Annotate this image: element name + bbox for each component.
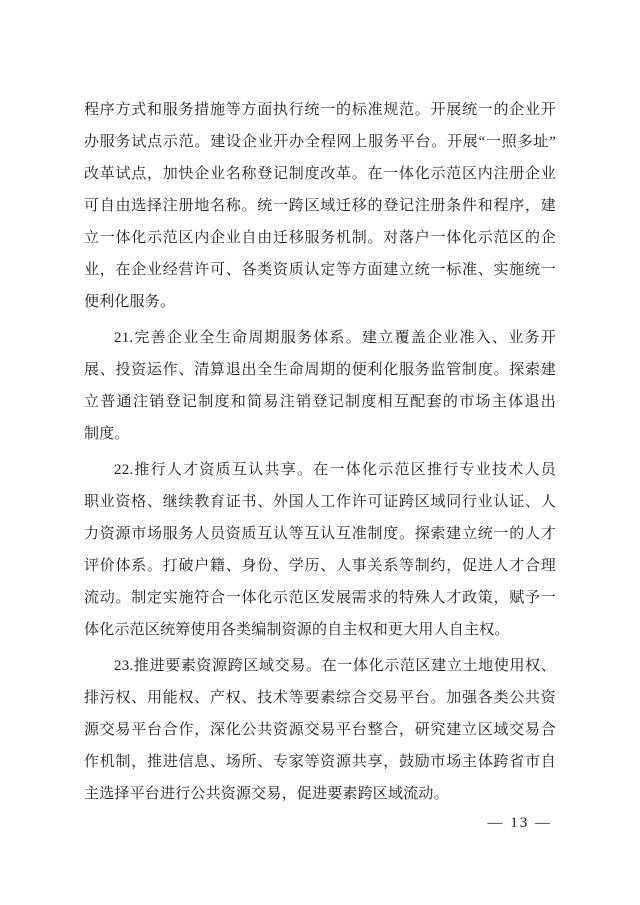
text-line: 源交易平台合作，深化公共资源交易平台整合，研究建立区域交易合 (84, 722, 556, 738)
text-line: 制度。 (84, 426, 130, 442)
paragraph-23 (84, 650, 556, 810)
text-line: 评价体系。打破户籍、身份、学历、人事关系等制约，促进人才合理 (84, 558, 556, 574)
text-line: 改革试点，加快企业名称登记制度改革。在一体化示范区内注册企业 (84, 166, 556, 182)
text-line: 力资源市场服务人员资质互认等互认互准制度。探索建立统一的人才 (84, 526, 556, 542)
text-line: 作机制，推进信息、场所、专家等资源共享，鼓励市场主体跨省市自 (84, 754, 556, 770)
paragraph-22 (84, 454, 556, 646)
text-line: 23.推进要素资源跨区域交易。在一体化示范区建立土地使用权、 (114, 658, 556, 674)
text-line: 便利化服务。 (84, 294, 176, 310)
text-line: 流动。制定实施符合一体化示范区发展需求的特殊人才政策，赋予一 (84, 590, 556, 606)
text-line: 业，在企业经营许可、各类资质认定等方面建立统一标准、实施统一 (84, 262, 556, 278)
text-line: 职业资格、继续教育证书、外国人工作许可证跨区域同行业认证、人 (84, 494, 556, 510)
text-line: 排污权、用能权、产权、技术等要素综合交易平台。加强各类公共资 (84, 690, 556, 706)
paragraph-21 (84, 322, 556, 450)
text-line: 立普通注销登记制度和简易注销登记制度相互配套的市场主体退出 (84, 394, 556, 410)
text-line: 体化示范区统筹使用各类编制资源的自主权和更大用人自主权。 (84, 622, 510, 638)
page-number: — 13 — (487, 815, 552, 831)
paragraph-continuation (84, 94, 556, 318)
text-line: 立一体化示范区内企业自由迁移服务机制。对落户一体化示范区的企 (84, 230, 556, 246)
text-line: 程序方式和服务措施等方面执行统一的标准规范。开展统一的企业开 (84, 102, 556, 118)
text-line: 主选择平台进行公共资源交易，促进要素跨区域流动。 (84, 786, 449, 802)
document-body (84, 94, 556, 810)
text-line: 可自由选择注册地名称。统一跨区域迁移的登记注册条件和程序，建 (84, 198, 556, 214)
text-line: 22.推行人才资质互认共享。在一体化示范区推行专业技术人员 (114, 462, 556, 478)
text-line: 展、投资运作、清算退出全生命周期的便利化服务监管制度。探索建 (84, 362, 556, 378)
text-line: 办服务试点示范。建设企业开办全程网上服务平台。开展“一照多址” (84, 134, 556, 150)
text-line: 21.完善企业全生命周期服务体系。建立覆盖企业准入、业务开 (114, 330, 556, 346)
